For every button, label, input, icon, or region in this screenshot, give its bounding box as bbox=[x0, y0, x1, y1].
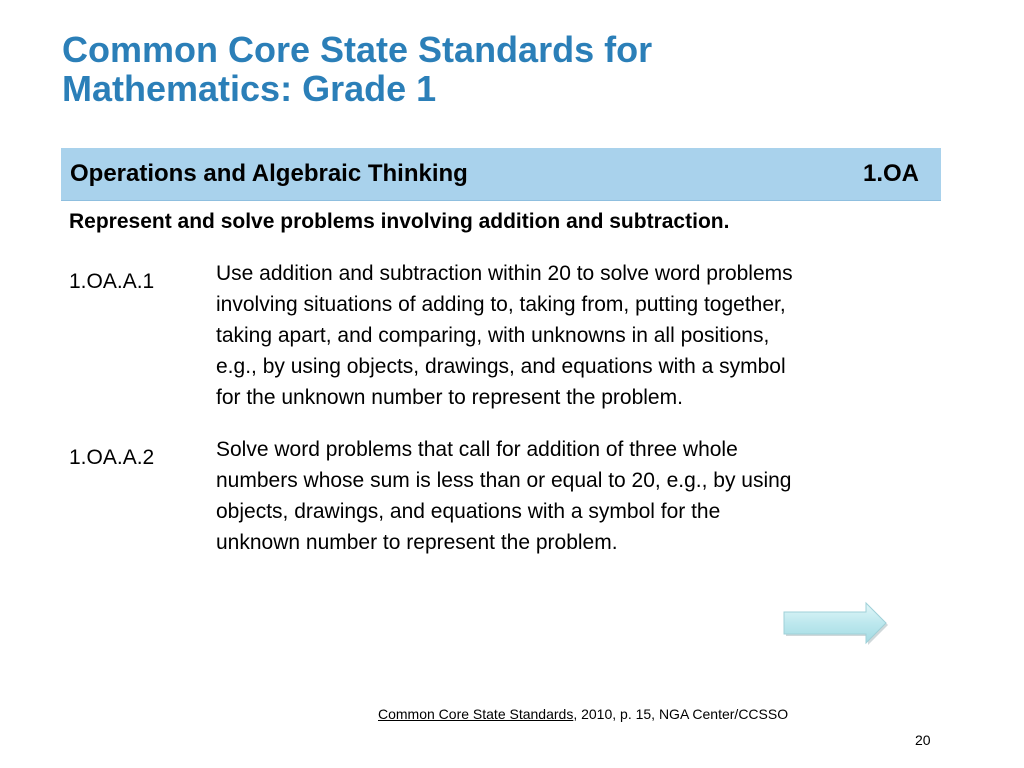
standard-text-line: unknown number to represent the problem. bbox=[216, 531, 618, 554]
slide-title-line-2: Mathematics: Grade 1 bbox=[62, 68, 437, 109]
standard-text-line: for the unknown number to represent the problem. bbox=[216, 386, 683, 409]
domain-code: 1.OA bbox=[862, 160, 919, 187]
citation bbox=[378, 706, 788, 722]
standard-text bbox=[216, 434, 936, 558]
standard-code: 1.OA.A.1 bbox=[69, 270, 155, 293]
standard-text-line: Use addition and subtraction within 20 to solve word problems bbox=[216, 262, 793, 285]
standard-text-line: Solve word problems that call for addition of three whole bbox=[216, 438, 738, 461]
cluster-heading: Represent and solve problems involving addition and subtraction. bbox=[69, 210, 730, 233]
page-number: 20 bbox=[915, 732, 931, 748]
citation-link[interactable]: Common Core State Standards bbox=[378, 706, 574, 722]
slide-title-line-1: Common Core State Standards for bbox=[62, 29, 653, 70]
domain-header-bar bbox=[61, 148, 941, 201]
domain-name: Operations and Algebraic Thinking bbox=[70, 160, 468, 187]
right-arrow-icon[interactable] bbox=[780, 600, 890, 646]
standard-text-line: objects, drawings, and equations with a symbol for the bbox=[216, 500, 721, 523]
standard-text-line: numbers whose sum is less than or equal to 20, e.g., by using bbox=[216, 469, 792, 492]
standard-text-line: e.g., by using objects, drawings, and equations with a symbol bbox=[216, 355, 786, 378]
standard-text-line: taking apart, and comparing, with unknowns in all positions, bbox=[216, 324, 770, 347]
citation-rest: , 2010, p. 15, NGA Center/CCSSO bbox=[573, 706, 789, 722]
standard-code: 1.OA.A.2 bbox=[69, 446, 155, 469]
standard-text-line: involving situations of adding to, taking from, putting together, bbox=[216, 293, 786, 316]
slide-title bbox=[62, 30, 962, 108]
standard-text bbox=[216, 258, 936, 413]
